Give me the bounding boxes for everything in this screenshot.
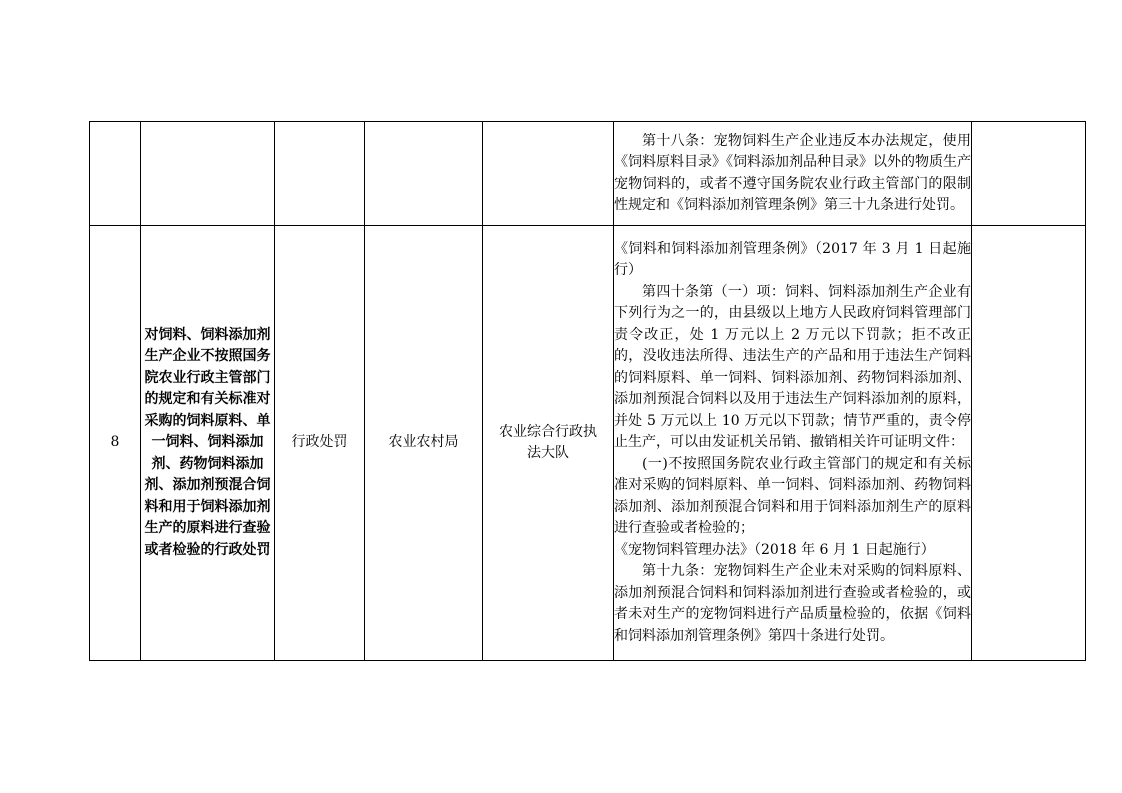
department-cell: 农业农村局 [365,226,483,661]
executing-unit-cell: 农业综合行政执法大队 [483,226,614,661]
article-40-paragraph: 第四十条第（一）项：饲料、饲料添加剂生产企业有下列行为之一的，由县级以上地方人民政府饲料管理部门责令改正，处 1 万元以上 2 万元以下罚款；拒不改正的，没收违法所得、违法生产的产品和用于违法生产饲料的饲料原料、单一饲料、饲料添加剂、药物饲料添加剂、添加剂预混合饲料以及用于违法生产饲料添加剂的原料，并处 5 万元以上 10 万元以下罚款；情节严重的，责令停止生产，可以由发证机关吊销、撤销相关许可证明文件： [614,283,971,451]
legal-basis-cell [614,122,972,226]
table-row [90,122,1086,226]
regulation-title: 《饲料和饲料添加剂管理条例》（2017 年 3 月 1 日起施行） [614,240,971,279]
penalty-table [89,121,1086,661]
executing-unit-cell [483,122,614,226]
department-cell [365,122,483,226]
regulation-title: 《宠物饲料管理办法》（2018 年 6 月 1 日起施行） [614,541,935,558]
row-number-cell [90,122,141,226]
row-number-cell: 8 [90,226,141,661]
table-row [90,226,1086,661]
clause-1-paragraph: (一)不按照国务院农业行政主管部门的规定和有关标准对采购的饲料原料、单一饲料、饲料添加剂、药物饲料添加剂、添加剂预混合饲料和用于饲料添加剂生产的原料进行查验或者检验的； [614,455,971,537]
power-type-cell [275,122,365,226]
power-type-cell: 行政处罚 [275,226,365,661]
legal-basis-cell [614,226,972,661]
remarks-cell [972,122,1086,226]
item-name-cell [141,122,275,226]
remarks-cell [972,226,1086,661]
basis-paragraph: 第十八条：宠物饲料生产企业违反本办法规定，使用《饲料原料目录》《饲料添加剂品种目录》以外的物质生产宠物饲料的，或者不遵守国务院农业行政主管部门的限制性规定和《饲料添加剂管理条例》第三十九条进行处罚。 [614,132,971,213]
item-name-cell: 对饲料、饲料添加剂生产企业不按照国务院农业行政主管部门的规定和有关标准对采购的饲料原料、单一饲料、饲料添加剂、药物饲料添加剂、添加剂预混合饲料和用于饲料添加剂生产的原料进行查验或者检验的行政处罚 [141,226,275,661]
article-19-paragraph: 第十九条：宠物饲料生产企业未对采购的饲料原料、添加剂预混合饲料和饲料添加剂进行查验或者检验的，或者未对生产的宠物饲料进行产品质量检验的，依据《饲料和饲料添加剂管理条例》第四十条进行处罚。 [614,563,971,644]
